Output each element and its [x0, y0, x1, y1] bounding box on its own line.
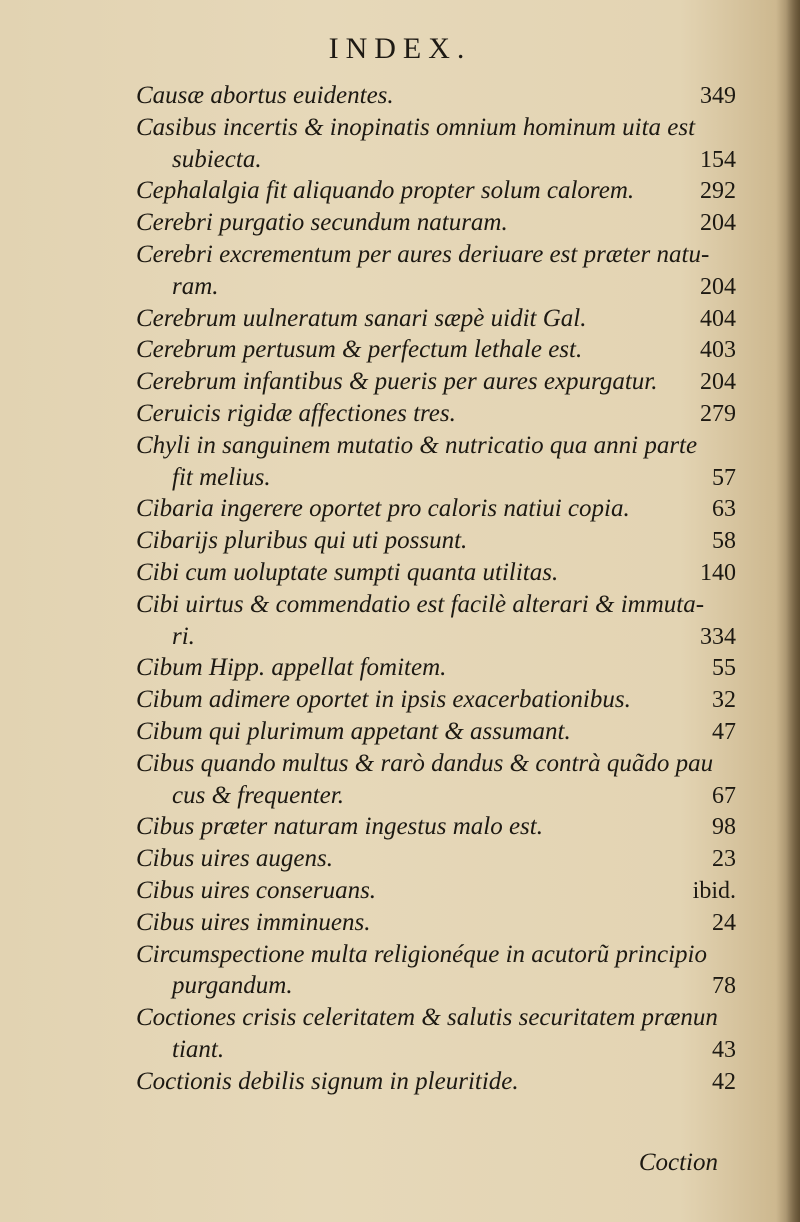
- index-entry-text: Coctionis debilis signum in pleuritide.: [136, 1068, 519, 1095]
- catchword: Coction: [638, 1149, 718, 1176]
- index-entry-text: Cerebrum pertusum & perfectum lethale est.: [136, 336, 583, 363]
- index-page-number: 279: [700, 401, 736, 427]
- index-entry-text: Cibaria ingerere oportet pro caloris natiui copia.: [136, 495, 630, 522]
- index-page-number: 140: [700, 560, 736, 586]
- index-page-number: 55: [712, 655, 736, 681]
- index-entry-text: Ceruicis rigidæ affectiones tres.: [136, 400, 456, 427]
- index-page-number: 204: [700, 369, 736, 395]
- index-entry-text: Cibi cum uoluptate sumpti quanta utilitas.: [136, 559, 559, 586]
- index-entry-text: Casibus incertis & inopinatis omnium hominum uita est: [136, 114, 696, 141]
- index-entry-continuation: cus & frequenter.: [172, 782, 344, 809]
- index-entry-text: Cibus uires conseruans.: [136, 877, 377, 904]
- index-entry-text: Cibi uirtus & commendatio est facilè alterari & immuta-: [136, 591, 705, 618]
- index-page-number: 204: [700, 274, 736, 300]
- index-page-number: 32: [712, 687, 736, 713]
- index-entry-text: Cerebrum infantibus & pueris per aures expurgatur.: [136, 368, 658, 395]
- index-entry-continuation: ri.: [172, 623, 195, 650]
- index-entry-text: Causæ abortus euidentes.: [136, 82, 394, 109]
- index-entry-text: Coctiones crisis celeritatem & salutis securitatem prænun: [136, 1004, 718, 1031]
- index-entry-text: Cibum Hipp. appellat fomitem.: [136, 654, 447, 681]
- index-entry-text: Cibum adimere oportet in ipsis exacerbationibus.: [136, 686, 631, 713]
- index-page-number: 404: [700, 306, 736, 332]
- index-entry-text: Cerebri excrementum per aures deriuare est præter natu-: [136, 241, 710, 268]
- index-page-number: 98: [712, 814, 736, 840]
- index-page-number: 58: [712, 528, 736, 554]
- index-entry-continuation: fit melius.: [172, 464, 271, 491]
- index-entry-text: Cerebri purgatio secundum naturam.: [136, 209, 508, 236]
- index-page-number: 63: [712, 496, 736, 522]
- page-title: INDEX.: [328, 32, 472, 65]
- index-entry-text: Cibarijs pluribus qui uti possunt.: [136, 527, 468, 554]
- index-page-number: 47: [712, 719, 736, 745]
- index-page-number: 204: [700, 210, 736, 236]
- index-page-number: 67: [712, 783, 736, 809]
- index-entry-continuation: purgandum.: [172, 972, 293, 999]
- index-entry-text: Cibus præter naturam ingestus malo est.: [136, 813, 543, 840]
- index-entry-text: Cerebrum uulneratum sanari sæpè uidit Gal.: [136, 305, 587, 332]
- index-entry-continuation: tiant.: [172, 1036, 225, 1063]
- index-entry-text: Cibus uires imminuens.: [136, 909, 371, 936]
- index-page-number: 334: [700, 624, 736, 650]
- index-page-number: 43: [712, 1037, 736, 1063]
- index-page-number: 42: [712, 1069, 736, 1095]
- index-page-number: 403: [700, 337, 736, 363]
- index-entry-text: Cibum qui plurimum appetant & assumant.: [136, 718, 571, 745]
- index-page-number: ibid.: [692, 878, 736, 904]
- index-entry-text: Circumspectione multa religionéque in acutorũ principio: [136, 941, 707, 968]
- index-entry-continuation: subiecta.: [172, 146, 262, 173]
- index-entry-text: Cibus uires augens.: [136, 845, 333, 872]
- index-page-number: 57: [712, 465, 736, 491]
- index-entry-text: Chyli in sanguinem mutatio & nutricatio qua anni parte: [136, 432, 698, 459]
- index-entry-text: Cibus quando multus & rarò dandus & contrà quãdo pau: [136, 750, 714, 777]
- index-entry-continuation: ram.: [172, 273, 219, 300]
- index-page-number: 24: [712, 910, 736, 936]
- index-page-number: 23: [712, 846, 736, 872]
- index-page-number: 78: [712, 973, 736, 999]
- index-page-number: 154: [700, 147, 736, 173]
- index-page-number: 292: [700, 178, 736, 204]
- index-page-number: 349: [700, 83, 736, 109]
- index-entry-text: Cephalalgia fit aliquando propter solum calorem.: [136, 177, 635, 204]
